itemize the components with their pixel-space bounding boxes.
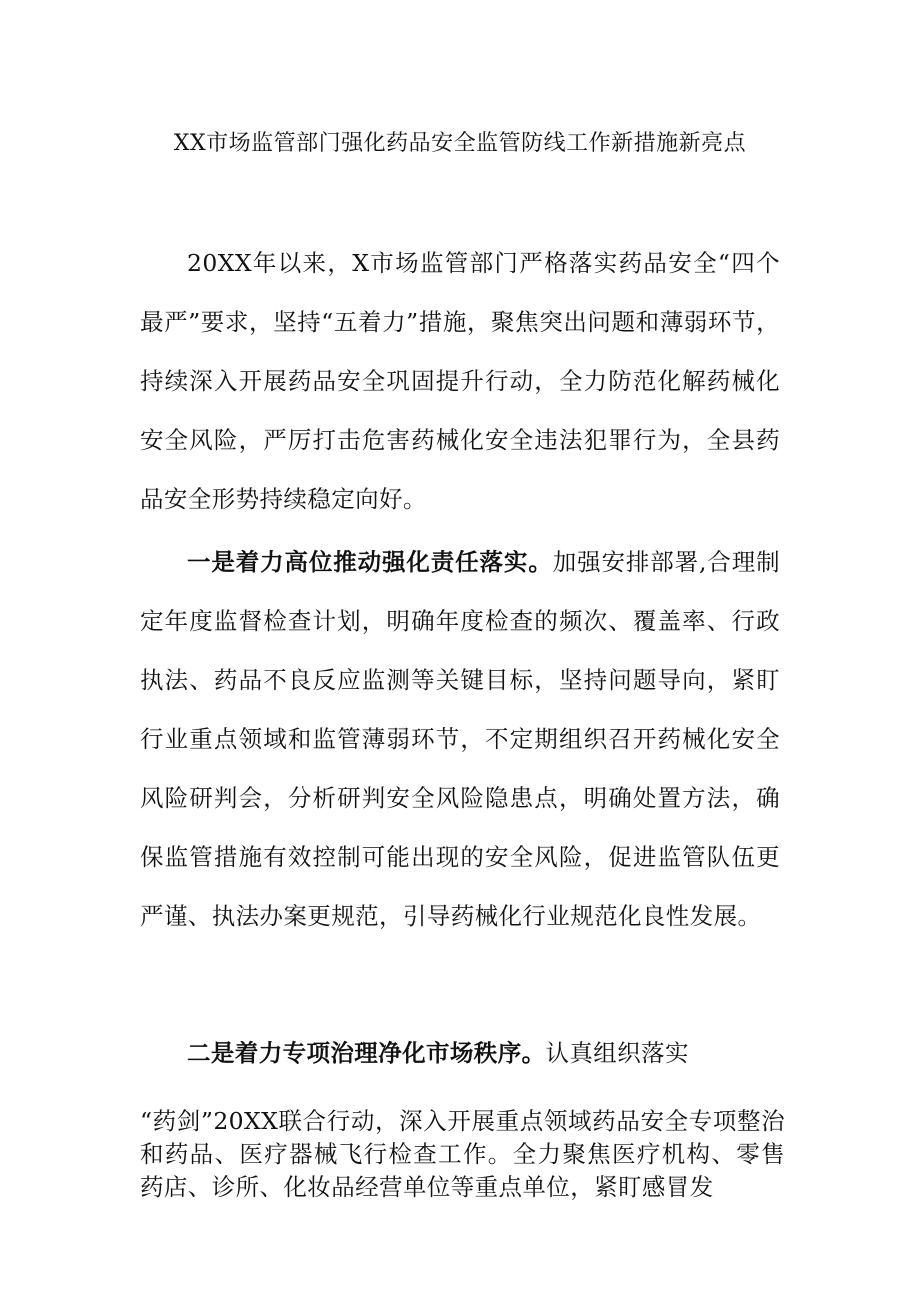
paragraph-lead: 一是着力高位推动强化责任落实。 [187,548,553,576]
paragraph-point-2 [140,1024,780,1083]
paragraph-body: 认真组织落实 [545,1039,689,1067]
paragraph-intro [140,234,780,529]
document-title: XX市场监管部门强化药品安全监管防线工作新措施新亮点 [173,131,747,156]
paragraph-body: 加强安排部署,合理制定年度监督检查计划，明确年度检查的频次、覆盖率、行政执法、药品不良反应监测等关键目标，坚持问题导向，紧盯行业重点领域和监管薄弱环节，不定期组织召开药械化安全风险研判会，分析研判安全风险隐患点，明确处置方法，确保监管措施有效控制可能出现的安全风险，促进监管队伍更严谨、执法办案更规范，引导药械化行业规范化良性发展。 [140,548,780,930]
paragraph-lead: 二是着力专项治理净化市场秩序。 [187,1039,546,1067]
paragraph-point-1 [140,533,780,946]
paragraph-body: 20XX年以来，X市场监管部门严格落实药品安全“四个最严”要求，坚持“五着力”措施，聚焦突出问题和薄弱环节，持续深入开展药品安全巩固提升行动，全力防范化解药械化安全风险，严厉打击危害药械化安全违法犯罪行为，全县药品安全形势持续稳定向好。 [140,249,780,513]
paragraph-point-2-continuation: “药剑”20XX联合行动，深入开展重点领域药品安全专项整治和药品、医疗器械飞行检查工作。全力聚焦医疗机构、零售药店、诊所、化妆品经营单位等重点单位，紧盯感冒发 [140,1107,785,1201]
